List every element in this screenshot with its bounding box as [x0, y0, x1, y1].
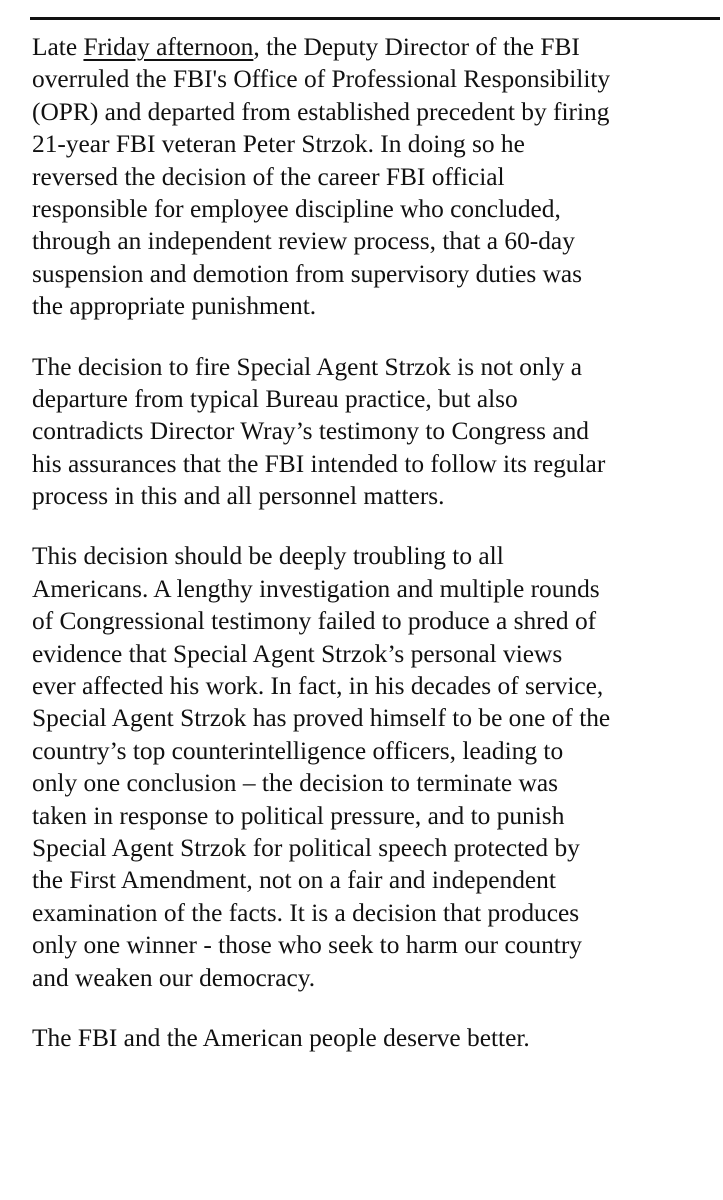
paragraph-line: his assurances that the FBI intended to follow its regular: [32, 449, 606, 478]
top-divider: [30, 17, 720, 20]
line-text: , the Deputy Director of the FBI: [253, 33, 580, 61]
paragraph-line: the appropriate punishment.: [32, 292, 317, 321]
paragraph-line: contradicts Director Wray’s testimony to Congress and: [32, 417, 589, 446]
paragraph-line: Special Agent Strzok has proved himself to be one of the: [32, 704, 611, 733]
paragraph-line: Americans. A lengthy investigation and multiple rounds: [32, 574, 600, 603]
paragraph-line: (OPR) and departed from established precedent by firing: [32, 97, 610, 126]
paragraph-2: [32, 351, 712, 513]
paragraph-line: The decision to fire Special Agent Strzok is not only a: [32, 352, 583, 381]
paragraph-line: The FBI and the American people deserve better.: [32, 1023, 530, 1052]
paragraph-line: suspension and demotion from supervisory duties was: [32, 259, 583, 288]
paragraph-line: ever affected his work. In fact, in his decades of service,: [32, 672, 604, 701]
paragraph-line: of Congressional testimony failed to produce a shred of: [32, 607, 597, 636]
paragraph-line: [32, 31, 712, 63]
statement-document: [32, 31, 712, 1054]
paragraph-line: 21-year FBI veteran Peter Strzok. In doing so he: [32, 130, 525, 159]
paragraph-line: through an independent review process, that a 60-day: [32, 227, 575, 256]
paragraph-4: [32, 1022, 712, 1054]
paragraph-line: reversed the decision of the career FBI official: [32, 162, 505, 191]
paragraph-line: only one conclusion – the decision to terminate was: [32, 769, 559, 798]
paragraph-line: only one winner - those who seek to harm our country: [32, 931, 583, 960]
paragraph-line: overruled the FBI's Office of Professional Responsibility: [32, 65, 611, 94]
paragraph-line: process in this and all personnel matters.: [32, 482, 445, 511]
paragraph-line: examination of the facts. It is a decision that produces: [32, 898, 580, 927]
paragraph-line: responsible for employee discipline who concluded,: [32, 194, 561, 223]
paragraph-line: This decision should be deeply troubling to all: [32, 542, 504, 571]
line-lead-text: Late: [32, 33, 84, 61]
paragraph-line: country’s top counterintelligence officers, leading to: [32, 736, 564, 765]
paragraph-line: the First Amendment, not on a fair and independent: [32, 866, 556, 895]
friday-afternoon-link[interactable]: Friday afternoon: [83, 33, 254, 61]
paragraph-line: Special Agent Strzok for political speech protected by: [32, 833, 580, 862]
paragraph-line: evidence that Special Agent Strzok’s personal views: [32, 639, 563, 668]
paragraph-3: [32, 540, 712, 993]
paragraph-line: departure from typical Bureau practice, but also: [32, 384, 518, 413]
paragraph-line: taken in response to political pressure, and to punish: [32, 801, 565, 830]
paragraph-1: [32, 31, 712, 323]
paragraph-line: and weaken our democracy.: [32, 963, 316, 992]
